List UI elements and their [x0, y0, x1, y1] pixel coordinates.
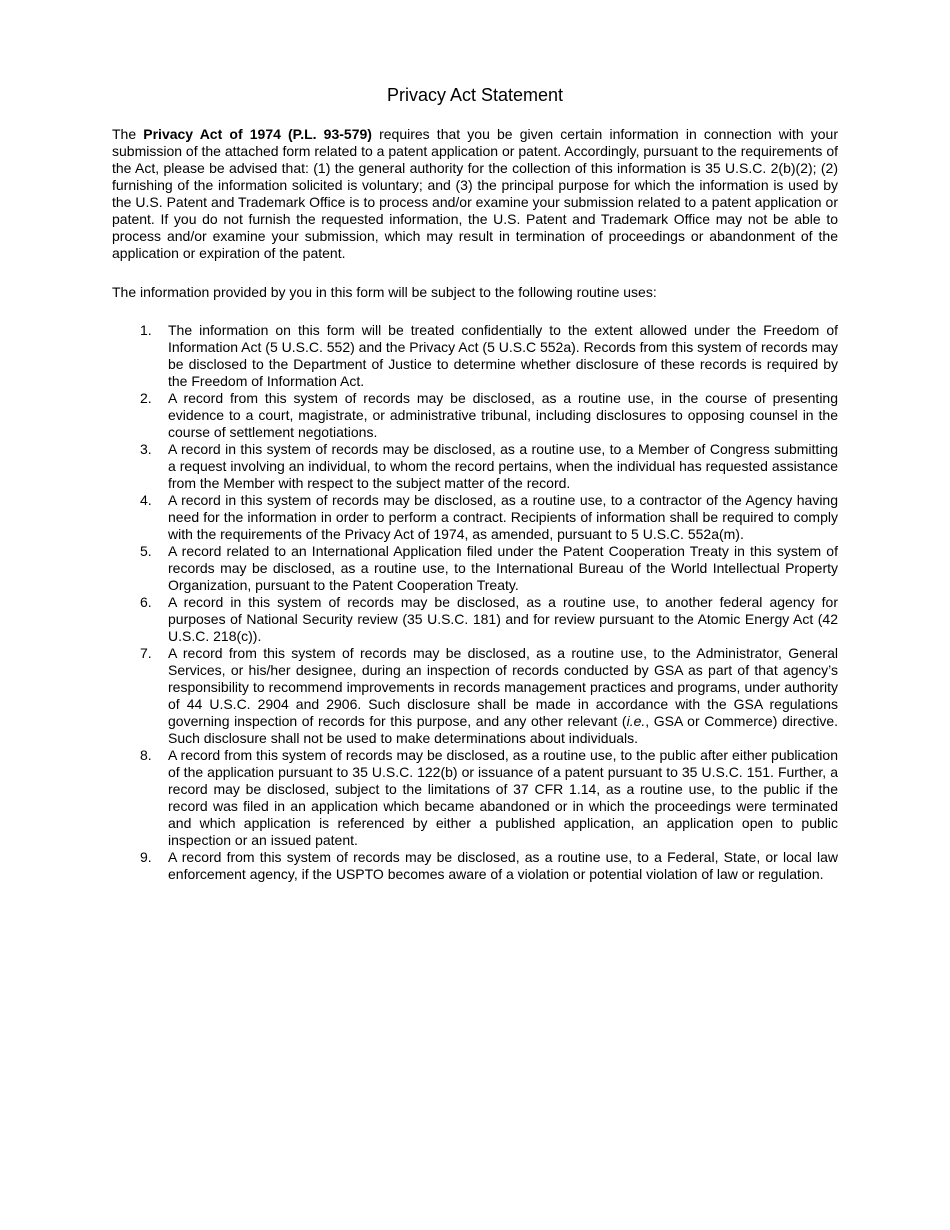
list-item	[112, 747, 838, 849]
list-item	[112, 543, 838, 594]
list-item-text: A record from this system of records may be disclosed, as a routine use, to the public after either publication of the application pursuant to 35 U.S.C. 122(b) or issuance of a patent pursuant to 35 U.S.C. 151. Further, a record may be disclosed, subject to the limitations of 37 CFR 1.14, as a routine use, to the public if the record was filed in an application which became abandoned or in which the proceedings were terminated and which application is referenced by either a published application, an application open to public inspection or an issued patent.	[168, 747, 838, 848]
list-item-text: The information on this form will be treated confidentially to the extent allowed under the Freedom of Information Act (5 U.S.C. 552) and the Privacy Act (5 U.S.C 552a). Records from this system of records may be disclosed to the Department of Justice to determine whether disclosure of these records is required by the Freedom of Information Act.	[168, 322, 838, 389]
list-item-text: A record in this system of records may be disclosed, as a routine use, to a Member of Congress submitting a request involving an individual, to whom the record pertains, when the individual has requested assistance from the Member with respect to the subject matter of the record.	[168, 441, 838, 491]
list-item-text-cont: , GSA or Commerce) directive. Such disclosure shall not be used to make determinations about individuals.	[168, 713, 838, 746]
list-item	[112, 645, 838, 747]
list-item	[112, 492, 838, 543]
list-item-text: A record related to an International Application filed under the Patent Cooperation Treaty in this system of records may be disclosed, as a routine use, to the International Bureau of the World Intellectual Property Organization, pursuant to the Patent Cooperation Treaty.	[168, 543, 838, 593]
intro-body: requires that you be given certain information in connection with your submission of the attached form related to a patent application or patent. Accordingly, pursuant to the requirements of the Act, please be advised that: (1) the general authority for the collection of this information is 35 U.S.C. 2(b)(2); (2) furnishing of the information solicited is voluntary; and (3) the principal purpose for which the information is used by the U.S. Patent and Trademark Office is to process and/or examine your submission related to a patent application or patent. If you do not furnish the requested information, the U.S. Patent and Trademark Office may not be able to process and/or examine your submission, which may result in termination of proceedings or abandonment of the application or expiration of the patent.	[112, 126, 839, 261]
routine-uses-intro: The information provided by you in this form will be subject to the following routine uses:	[112, 284, 657, 300]
list-item-number: 5.	[140, 543, 152, 559]
list-item-number: 4.	[140, 492, 152, 508]
list-item-text: A record from this system of records may be disclosed, as a routine use, in the course of presenting evidence to a court, magistrate, or administrative tribunal, including disclosures to opposing counsel in the course of settlement negotiations.	[168, 390, 838, 440]
page-title: Privacy Act Statement	[386, 85, 564, 105]
list-item-number: 8.	[140, 747, 152, 763]
list-item-number: 9.	[140, 849, 152, 865]
intro-paragraph	[112, 126, 838, 262]
list-item-number: 1.	[140, 322, 152, 338]
spacer	[112, 301, 838, 322]
list-item-text: A record from this system of records may be disclosed, as a routine use, to a Federal, State, or local law enforcement agency, if the USPTO becomes aware of a violation or potential violation of law or regulation.	[168, 849, 838, 882]
list-item	[112, 849, 838, 883]
list-item	[112, 322, 838, 390]
list-item-italic: i.e.	[626, 713, 646, 729]
document-page	[112, 84, 838, 883]
list-item-number: 7.	[140, 645, 152, 661]
list-item	[112, 390, 838, 441]
list-item-number: 2.	[140, 390, 152, 406]
intro-act-name: Privacy Act of 1974 (P.L. 93-579)	[143, 126, 372, 142]
list-item	[112, 594, 838, 645]
intro-lead: The	[112, 126, 144, 142]
routine-uses-list	[112, 322, 838, 883]
list-item-text: A record in this system of records may be disclosed, as a routine use, to another federal agency for purposes of National Security review (35 U.S.C. 181) and for review pursuant to the Atomic Energy Act (42 U.S.C. 218(c)).	[168, 594, 838, 644]
list-item-text: A record in this system of records may be disclosed, as a routine use, to a contractor of the Agency having need for the information in order to perform a contract. Recipients of information shall be required to comply with the requirements of the Privacy Act of 1974, as amended, pursuant to 5 U.S.C. 552a(m).	[168, 492, 838, 542]
list-item-text: A record from this system of records may be disclosed, as a routine use, to the Administrator, General Services, or his/her designee, during an inspection of records conducted by GSA as part of that agency’s responsibility to recommend improvements in records management practices and programs, under authority of 44 U.S.C. 2904 and 2906. Such disclosure shall be made in accordance with the GSA regulations governing inspection of records for this purpose, and any other relevant (	[168, 645, 838, 729]
list-item-number: 6.	[140, 594, 152, 610]
spacer	[112, 262, 838, 284]
list-item	[112, 441, 838, 492]
list-item-number: 3.	[140, 441, 152, 457]
